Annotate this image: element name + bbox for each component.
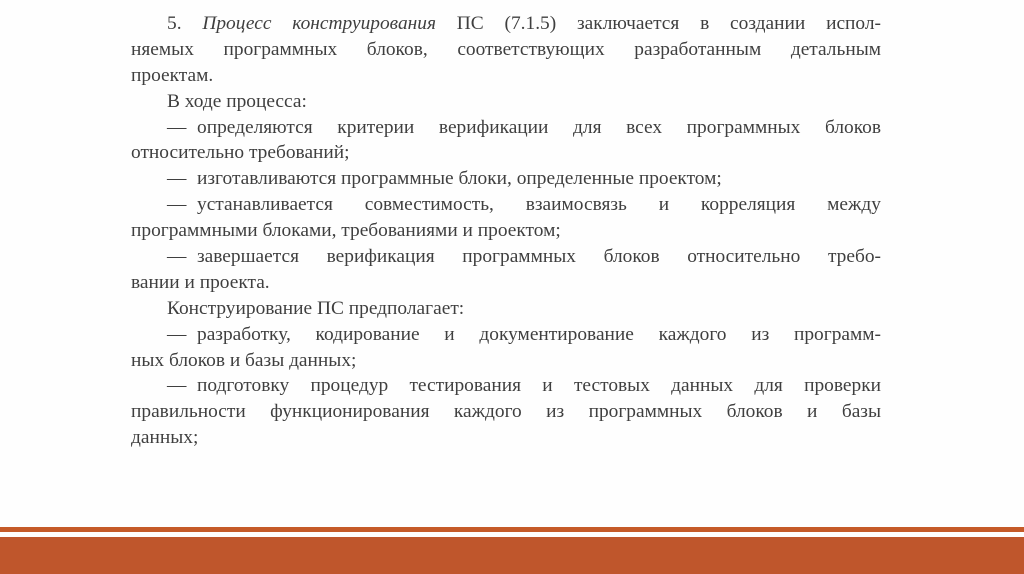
- list-item-2: [131, 166, 881, 192]
- list-item-3-line-1: [131, 192, 881, 218]
- list-item-4-line-2: вании и проекта.: [131, 271, 270, 293]
- paragraph-1-line-2: няемых программных блоков, соответствующих разработанным детальным: [131, 38, 881, 60]
- dash-marker: —: [167, 246, 187, 268]
- list-item-1-line-1: [131, 115, 881, 141]
- list-item-4-line-1: [131, 244, 881, 270]
- term-italic: Процесс конструирования: [202, 13, 436, 34]
- dash-marker: —: [167, 323, 187, 345]
- list-item-5-line-2: ных блоков и базы данных;: [131, 349, 357, 371]
- document-text: [131, 11, 881, 451]
- paragraph-2-intro: В ходе процесса:: [167, 90, 307, 112]
- list-item-5-text: разработку, кодирование и документирование каждого из программ-: [197, 323, 881, 345]
- paragraph-1-line-3: проектам.: [131, 64, 214, 86]
- list-item-6-line-1: [131, 373, 881, 399]
- list-item-4-text: завершается верификация программных блоков относительно требо-: [197, 246, 881, 268]
- list-item-3-text: устанавливается совместимость, взаимосвязь и корреляция между: [197, 194, 881, 216]
- list-item-6-line-2: правильности функционирования каждого из программных блоков и базы: [131, 401, 881, 423]
- list-item-3-line-2: программными блоками, требованиями и проектом;: [131, 220, 561, 242]
- dash-marker: —: [167, 168, 187, 190]
- dash-marker: —: [167, 194, 187, 216]
- paragraph-1-text: ПС (7.1.5) заключается в создании испол-: [435, 13, 882, 34]
- footer-accent-bar: [0, 537, 1024, 574]
- dash-marker: —: [167, 116, 187, 138]
- list-item-5-line-1: [131, 322, 881, 348]
- footer-accent-line: [0, 527, 1024, 532]
- item-number: 5.: [167, 13, 203, 34]
- dash-marker: —: [167, 375, 187, 397]
- list-item-1-line-2: относительно требований;: [131, 142, 350, 164]
- paragraph-1-line-1: [131, 11, 881, 37]
- list-item-2-text: изготавливаются программные блоки, определенные проектом;: [197, 168, 722, 190]
- paragraph-3-intro: Конструирование ПС предполагает:: [167, 297, 465, 319]
- list-item-6-text: подготовку процедур тестирования и тестовых данных для проверки: [197, 375, 881, 397]
- list-item-1-text: определяются критерии верификации для всех программных блоков: [197, 116, 881, 138]
- list-item-6-line-3: данных;: [131, 427, 199, 449]
